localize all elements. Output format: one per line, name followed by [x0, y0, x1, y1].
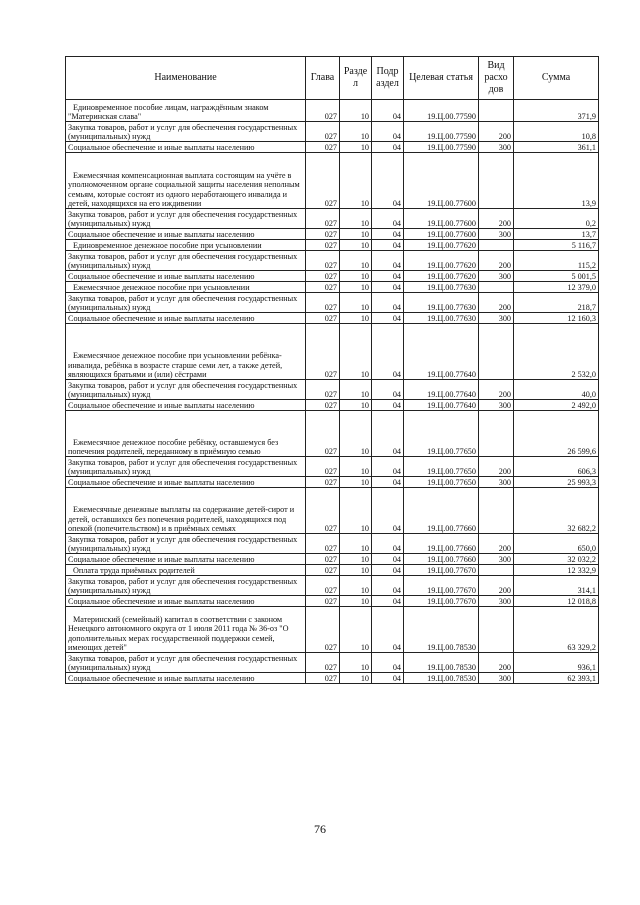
row-target-code: 19.Ц.00.77590 [404, 122, 479, 142]
row-sum: 63 329,2 [514, 607, 599, 653]
row-sum: 12 160,3 [514, 313, 599, 324]
row-chapter: 027 [306, 411, 340, 457]
row-name: Социальное обеспечение и иные выплаты населению [66, 477, 306, 488]
row-subsection: 04 [372, 653, 404, 673]
table-row [66, 142, 599, 153]
row-chapter: 027 [306, 282, 340, 293]
row-sum: 361,1 [514, 142, 599, 153]
row-expense-kind: 200 [479, 534, 514, 554]
row-target-code: 19.Ц.00.77650 [404, 411, 479, 457]
table-row [66, 477, 599, 488]
row-sum: 40,0 [514, 380, 599, 400]
row-chapter: 027 [306, 565, 340, 576]
row-section: 10 [340, 251, 372, 271]
row-section: 10 [340, 596, 372, 607]
row-name: Социальное обеспечение и иные выплаты населению [66, 554, 306, 565]
row-name: Социальное обеспечение и иные выплаты населению [66, 271, 306, 282]
table-row [66, 122, 599, 142]
row-section: 10 [340, 673, 372, 684]
row-sum: 26 599,6 [514, 411, 599, 457]
row-target-code: 19.Ц.00.77600 [404, 229, 479, 240]
row-section: 10 [340, 271, 372, 282]
row-name: Материнский (семейный) капитал в соответствии с законом Ненецкого автономного округа от 1 июля 2011 года № 36-оз "О дополнительных мерах государственной поддержки семей, имеющих детей" [66, 607, 306, 653]
row-expense-kind [479, 607, 514, 653]
row-expense-kind: 200 [479, 293, 514, 313]
row-section: 10 [340, 229, 372, 240]
row-section: 10 [340, 142, 372, 153]
row-chapter: 027 [306, 271, 340, 282]
row-name: Социальное обеспечение и иные выплаты населению [66, 673, 306, 684]
row-expense-kind [479, 100, 514, 122]
row-chapter: 027 [306, 457, 340, 477]
row-subsection: 04 [372, 673, 404, 684]
row-name: Закупка товаров, работ и услуг для обеспечения государственных (муниципальных) нужд [66, 122, 306, 142]
row-target-code: 19.Ц.00.77660 [404, 554, 479, 565]
row-subsection: 04 [372, 400, 404, 411]
row-sum: 32 682,2 [514, 488, 599, 534]
row-chapter: 027 [306, 293, 340, 313]
row-target-code: 19.Ц.00.77640 [404, 380, 479, 400]
row-subsection: 04 [372, 576, 404, 596]
row-target-code: 19.Ц.00.77620 [404, 271, 479, 282]
row-name: Закупка товаров, работ и услуг для обеспечения государственных (муниципальных) нужд [66, 457, 306, 477]
table-header [66, 57, 599, 100]
row-target-code: 19.Ц.00.77600 [404, 209, 479, 229]
row-expense-kind [479, 565, 514, 576]
row-expense-kind: 300 [479, 271, 514, 282]
row-subsection: 04 [372, 324, 404, 380]
row-subsection: 04 [372, 251, 404, 271]
row-target-code: 19.Ц.00.77590 [404, 142, 479, 153]
row-section: 10 [340, 576, 372, 596]
row-name: Ежемесячное денежное пособие ребёнку, оставшемуся без попечения родителей, переданному в приёмную семью [66, 411, 306, 457]
row-target-code: 19.Ц.00.77600 [404, 153, 479, 209]
row-subsection: 04 [372, 282, 404, 293]
row-expense-kind: 200 [479, 380, 514, 400]
row-chapter: 027 [306, 313, 340, 324]
row-subsection: 04 [372, 271, 404, 282]
table-row [66, 229, 599, 240]
table-row [66, 240, 599, 251]
row-target-code: 19.Ц.00.77630 [404, 282, 479, 293]
row-chapter: 027 [306, 142, 340, 153]
table-row [66, 380, 599, 400]
row-expense-kind [479, 324, 514, 380]
row-subsection: 04 [372, 142, 404, 153]
row-section: 10 [340, 607, 372, 653]
table-body [66, 100, 599, 684]
header-subsection: Подр аздел [372, 57, 404, 100]
row-name: Единовременное пособие лицам, награждённым знаком "Материнская слава" [66, 100, 306, 122]
row-sum: 0,2 [514, 209, 599, 229]
row-target-code: 19.Ц.00.77670 [404, 576, 479, 596]
row-name: Единовременное денежное пособие при усыновлении [66, 240, 306, 251]
table-row [66, 673, 599, 684]
table-row [66, 457, 599, 477]
row-expense-kind: 200 [479, 457, 514, 477]
page-number: 76 [314, 822, 326, 836]
row-chapter: 027 [306, 554, 340, 565]
row-chapter: 027 [306, 607, 340, 653]
row-subsection: 04 [372, 565, 404, 576]
row-expense-kind: 200 [479, 122, 514, 142]
row-chapter: 027 [306, 229, 340, 240]
row-target-code: 19.Ц.00.77620 [404, 240, 479, 251]
table-row [66, 100, 599, 122]
table-row [66, 565, 599, 576]
row-chapter: 027 [306, 122, 340, 142]
row-sum: 5 116,7 [514, 240, 599, 251]
row-sum: 606,3 [514, 457, 599, 477]
table-row [66, 400, 599, 411]
row-section: 10 [340, 293, 372, 313]
row-sum: 12 018,8 [514, 596, 599, 607]
row-name: Закупка товаров, работ и услуг для обеспечения государственных (муниципальных) нужд [66, 380, 306, 400]
row-section: 10 [340, 122, 372, 142]
row-target-code: 19.Ц.00.78530 [404, 607, 479, 653]
row-target-code: 19.Ц.00.77670 [404, 596, 479, 607]
row-name: Ежемесячное денежное пособие при усыновлении [66, 282, 306, 293]
row-expense-kind: 300 [479, 477, 514, 488]
row-section: 10 [340, 240, 372, 251]
row-chapter: 027 [306, 596, 340, 607]
row-name: Закупка товаров, работ и услуг для обеспечения государственных (муниципальных) нужд [66, 251, 306, 271]
row-chapter: 027 [306, 673, 340, 684]
header-target: Целевая статья [404, 57, 479, 100]
row-name: Оплата труда приёмных родителей [66, 565, 306, 576]
row-chapter: 027 [306, 324, 340, 380]
row-section: 10 [340, 380, 372, 400]
row-expense-kind: 300 [479, 142, 514, 153]
row-expense-kind: 300 [479, 400, 514, 411]
row-target-code: 19.Ц.00.77650 [404, 457, 479, 477]
table-row [66, 653, 599, 673]
row-section: 10 [340, 411, 372, 457]
row-expense-kind: 200 [479, 576, 514, 596]
row-target-code: 19.Ц.00.78530 [404, 653, 479, 673]
table-row [66, 596, 599, 607]
row-chapter: 027 [306, 251, 340, 271]
row-section: 10 [340, 153, 372, 209]
row-section: 10 [340, 457, 372, 477]
row-sum: 12 379,0 [514, 282, 599, 293]
row-expense-kind: 200 [479, 251, 514, 271]
row-target-code: 19.Ц.00.77630 [404, 293, 479, 313]
row-expense-kind [479, 282, 514, 293]
row-section: 10 [340, 100, 372, 122]
row-chapter: 027 [306, 477, 340, 488]
row-expense-kind [479, 411, 514, 457]
budget-table [65, 56, 599, 684]
row-expense-kind: 200 [479, 653, 514, 673]
row-section: 10 [340, 653, 372, 673]
row-subsection: 04 [372, 313, 404, 324]
row-sum: 218,7 [514, 293, 599, 313]
row-subsection: 04 [372, 534, 404, 554]
row-expense-kind: 300 [479, 673, 514, 684]
row-section: 10 [340, 534, 372, 554]
row-subsection: 04 [372, 153, 404, 209]
row-chapter: 027 [306, 534, 340, 554]
row-sum: 25 993,3 [514, 477, 599, 488]
row-sum: 2 492,0 [514, 400, 599, 411]
row-subsection: 04 [372, 596, 404, 607]
row-expense-kind [479, 488, 514, 534]
row-sum: 5 001,5 [514, 271, 599, 282]
table-row [66, 411, 599, 457]
table-row [66, 607, 599, 653]
row-sum: 62 393,1 [514, 673, 599, 684]
row-name: Социальное обеспечение и иные выплаты населению [66, 229, 306, 240]
row-target-code: 19.Ц.00.77590 [404, 100, 479, 122]
row-section: 10 [340, 324, 372, 380]
row-name: Закупка товаров, работ и услуг для обеспечения государственных (муниципальных) нужд [66, 293, 306, 313]
row-subsection: 04 [372, 488, 404, 534]
header-chapter: Глава [306, 57, 340, 100]
header-section: Разде л [340, 57, 372, 100]
row-expense-kind: 300 [479, 596, 514, 607]
row-sum: 371,9 [514, 100, 599, 122]
header-kind: Вид расхо дов [479, 57, 514, 100]
table-row [66, 554, 599, 565]
row-expense-kind: 300 [479, 229, 514, 240]
row-section: 10 [340, 313, 372, 324]
row-name: Ежемесячные денежные выплаты на содержание детей-сирот и детей, оставшихся без попечения родителей, находящихся под опекой (попечительством) и в приёмных семьях [66, 488, 306, 534]
row-target-code: 19.Ц.00.78530 [404, 673, 479, 684]
row-sum: 650,0 [514, 534, 599, 554]
row-name: Закупка товаров, работ и услуг для обеспечения государственных (муниципальных) нужд [66, 209, 306, 229]
table-row [66, 271, 599, 282]
row-name: Закупка товаров, работ и услуг для обеспечения государственных (муниципальных) нужд [66, 576, 306, 596]
table-row [66, 576, 599, 596]
row-target-code: 19.Ц.00.77660 [404, 534, 479, 554]
row-name: Ежемесячное денежное пособие при усыновлении ребёнка-инвалида, ребёнка в возрасте старше семи лет, а также детей, являющихся братьями и (или) сёстрами [66, 324, 306, 380]
table-row [66, 251, 599, 271]
row-subsection: 04 [372, 293, 404, 313]
header-sum: Сумма [514, 57, 599, 100]
row-expense-kind [479, 240, 514, 251]
row-chapter: 027 [306, 653, 340, 673]
row-subsection: 04 [372, 457, 404, 477]
row-chapter: 027 [306, 400, 340, 411]
row-chapter: 027 [306, 380, 340, 400]
table-row [66, 282, 599, 293]
row-chapter: 027 [306, 576, 340, 596]
row-subsection: 04 [372, 240, 404, 251]
row-chapter: 027 [306, 209, 340, 229]
row-expense-kind: 300 [479, 313, 514, 324]
row-target-code: 19.Ц.00.77660 [404, 488, 479, 534]
row-name: Социальное обеспечение и иные выплаты населению [66, 313, 306, 324]
row-target-code: 19.Ц.00.77630 [404, 313, 479, 324]
row-section: 10 [340, 565, 372, 576]
row-sum: 12 332,9 [514, 565, 599, 576]
row-section: 10 [340, 554, 372, 565]
row-subsection: 04 [372, 411, 404, 457]
row-chapter: 027 [306, 240, 340, 251]
row-sum: 2 532,0 [514, 324, 599, 380]
row-section: 10 [340, 400, 372, 411]
row-name: Ежемесячная компенсационная выплата состоящим на учёте в уполномоченном органе социальной защиты населения неполным семьям, которые состоят из одного неработающего инвалида и детей, находящихся на его иждивении [66, 153, 306, 209]
row-subsection: 04 [372, 209, 404, 229]
row-name: Социальное обеспечение и иные выплаты населению [66, 596, 306, 607]
row-subsection: 04 [372, 122, 404, 142]
row-sum: 13,7 [514, 229, 599, 240]
row-subsection: 04 [372, 554, 404, 565]
row-expense-kind [479, 153, 514, 209]
table-row [66, 209, 599, 229]
row-subsection: 04 [372, 477, 404, 488]
row-expense-kind: 200 [479, 209, 514, 229]
table-row [66, 313, 599, 324]
row-sum: 10,8 [514, 122, 599, 142]
row-name: Закупка товаров, работ и услуг для обеспечения государственных (муниципальных) нужд [66, 534, 306, 554]
table-row [66, 534, 599, 554]
table-row [66, 153, 599, 209]
table-row [66, 293, 599, 313]
row-subsection: 04 [372, 607, 404, 653]
table-row [66, 488, 599, 534]
row-sum: 115,2 [514, 251, 599, 271]
row-subsection: 04 [372, 229, 404, 240]
row-sum: 13,9 [514, 153, 599, 209]
row-target-code: 19.Ц.00.77650 [404, 477, 479, 488]
row-chapter: 027 [306, 100, 340, 122]
row-section: 10 [340, 477, 372, 488]
row-target-code: 19.Ц.00.77620 [404, 251, 479, 271]
header-name: Наименование [66, 57, 306, 100]
row-chapter: 027 [306, 488, 340, 534]
row-target-code: 19.Ц.00.77640 [404, 400, 479, 411]
row-section: 10 [340, 282, 372, 293]
row-name: Социальное обеспечение и иные выплаты населению [66, 400, 306, 411]
row-sum: 314,1 [514, 576, 599, 596]
row-sum: 936,1 [514, 653, 599, 673]
row-name: Закупка товаров, работ и услуг для обеспечения государственных (муниципальных) нужд [66, 653, 306, 673]
row-name: Социальное обеспечение и иные выплаты населению [66, 142, 306, 153]
row-target-code: 19.Ц.00.77640 [404, 324, 479, 380]
row-section: 10 [340, 488, 372, 534]
table-row [66, 324, 599, 380]
row-section: 10 [340, 209, 372, 229]
row-expense-kind: 300 [479, 554, 514, 565]
row-target-code: 19.Ц.00.77670 [404, 565, 479, 576]
row-subsection: 04 [372, 380, 404, 400]
row-sum: 32 032,2 [514, 554, 599, 565]
row-subsection: 04 [372, 100, 404, 122]
row-chapter: 027 [306, 153, 340, 209]
